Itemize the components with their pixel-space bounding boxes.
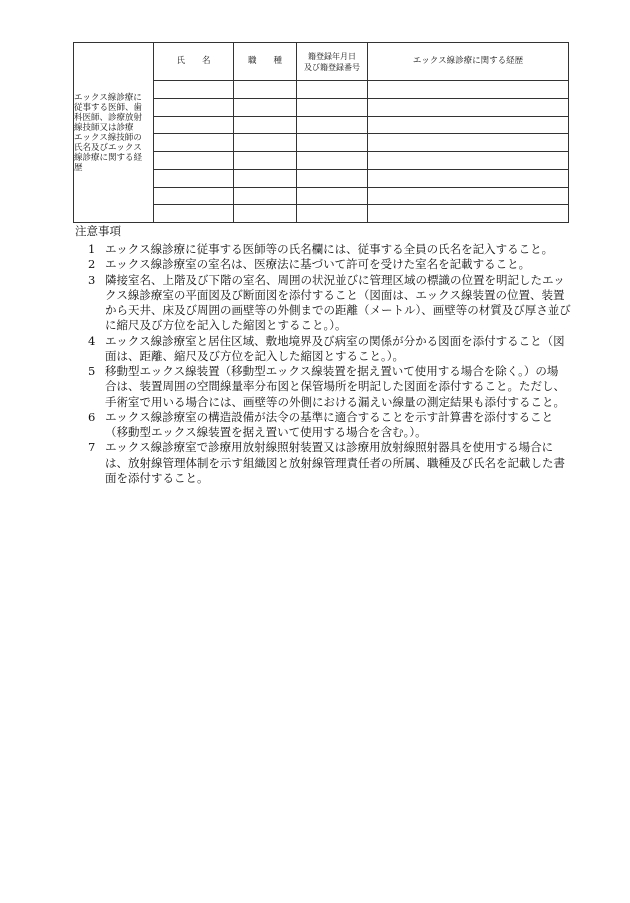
note-number: 7	[88, 440, 96, 455]
name-cell	[154, 81, 234, 99]
note-line: 移動型エックス線装置（移動型エックス線装置を据え置いて使用する場合を除く。）の場	[105, 364, 559, 378]
table-header-row	[74, 43, 569, 81]
occupation-cell	[234, 187, 297, 205]
history-cell	[368, 152, 569, 170]
notes-heading: 注意事項	[75, 224, 121, 238]
history-cell	[368, 81, 569, 99]
registration-cell	[297, 98, 368, 116]
note-number: 4	[88, 333, 96, 348]
note-line: エックス線診療室の室名は、医療法に基づいて許可を受けた室名を記載すること。	[105, 257, 531, 272]
note-line: から天井、床及び周囲の画壁等の外側までの距離（メートル）、画壁等の材質及び厚さ並び	[105, 303, 571, 317]
note-number: 2	[88, 257, 96, 272]
note-item-7	[75, 440, 595, 486]
registration-cell	[297, 81, 368, 99]
name-cell	[154, 169, 234, 187]
registration-cell	[297, 134, 368, 152]
name-cell	[154, 187, 234, 205]
history-cell	[368, 169, 569, 187]
registration-header-line: 籍登録年月日	[308, 51, 356, 61]
note-item-5	[75, 364, 595, 410]
occupation-cell	[234, 205, 297, 223]
name-cell	[154, 116, 234, 134]
note-line: クス線診療室の平面図及び断面図を添付すること（図面は、エックス線装置の位置、装置	[105, 287, 565, 302]
note-number: 5	[88, 364, 96, 378]
note-number: 1	[88, 242, 96, 256]
occupation-cell	[234, 152, 297, 170]
note-item-2	[75, 257, 595, 272]
registration-cell	[297, 187, 368, 205]
note-item-6	[75, 410, 595, 441]
side-label-line: 科医師、診療放射	[74, 112, 143, 123]
history-cell	[368, 205, 569, 223]
registration-cell	[297, 152, 368, 170]
side-label-line: エックス線診療に	[74, 92, 142, 103]
note-line: 面は、距離、縮尺及び方位を記入した縮図とすること。）。	[105, 348, 404, 363]
side-label-line: エックス線技師の	[74, 132, 142, 143]
occupation-cell	[234, 169, 297, 187]
note-item-3	[75, 273, 595, 334]
registration-cell	[297, 169, 368, 187]
registration-cell	[297, 205, 368, 223]
note-number: 6	[88, 409, 96, 424]
note-text	[105, 257, 595, 272]
note-item-1	[75, 242, 595, 257]
name-cell	[154, 205, 234, 223]
note-line: は、放射線管理体制を示す組織図と放射線管理責任者の所属、職種及び氏名を記載した書	[105, 455, 565, 470]
history-column-header: エックス線診療に関する経歴	[368, 43, 569, 81]
note-line: エックス線診療室と居住区域、敷地境界及び病室の関係が分かる図面を添付すること（図	[105, 333, 565, 348]
note-line: 面を添付すること。	[105, 470, 209, 485]
note-text	[105, 440, 595, 486]
side-label-line: 線技師又は診療	[74, 122, 134, 133]
side-label-line: 歴	[74, 162, 83, 173]
occupation-column-header: 職 種	[234, 43, 297, 81]
name-cell	[154, 98, 234, 116]
note-line: 隣接室名、上階及び下階の室名、周囲の状況並びに管理区域の標識の位置を明記したエッ	[105, 272, 565, 287]
note-text	[105, 334, 595, 365]
note-item-4	[75, 334, 595, 365]
note-text	[105, 273, 595, 334]
note-number: 3	[88, 272, 96, 287]
staff-history-table	[73, 42, 569, 223]
occupation-cell	[234, 116, 297, 134]
note-line: 手術室で用いる場合には、画壁等の外側における漏えい線量の測定結果も添付すること。	[105, 394, 565, 409]
note-text	[105, 364, 595, 410]
history-cell	[368, 187, 569, 205]
occupation-cell	[234, 98, 297, 116]
notes-section	[75, 224, 595, 486]
side-label-line: 線診療に関する経	[74, 152, 143, 163]
name-cell	[154, 152, 234, 170]
staff-history-label	[74, 43, 154, 223]
occupation-cell	[234, 81, 297, 99]
name-column-header: 氏 名	[154, 43, 234, 81]
side-label-line: 従事する医師、歯	[74, 102, 143, 113]
occupation-cell	[234, 134, 297, 152]
registration-column-header	[297, 43, 368, 81]
name-cell	[154, 134, 234, 152]
side-label-line: 氏名及びエックス	[74, 142, 142, 153]
registration-cell	[297, 116, 368, 134]
history-cell	[368, 98, 569, 116]
note-line: エックス線診療室で診療用放射線照射装置又は診療用放射線照射器具を使用する場合に	[105, 440, 554, 455]
note-line: に縮尺及び方位を記入した縮図とすること。）。	[105, 318, 347, 333]
history-cell	[368, 134, 569, 152]
note-text	[105, 242, 595, 257]
note-line: エックス線診療に従事する医師等の氏名欄には、従事する全員の氏名を記入すること。	[105, 242, 554, 256]
note-text	[105, 410, 595, 441]
note-line: （移動型エックス線装置を据え置いて使用する場合を含む。）。	[105, 425, 427, 439]
note-line: エックス線診療室の構造設備が法令の基準に適合することを示す計算書を添付すること	[105, 409, 554, 424]
registration-header-line: 及び籍登録番号	[304, 62, 360, 72]
history-cell	[368, 116, 569, 134]
note-line: 合は、装置周囲の空間線量率分布図と保管場所を明記した図面を添付すること。ただし、	[105, 379, 565, 394]
